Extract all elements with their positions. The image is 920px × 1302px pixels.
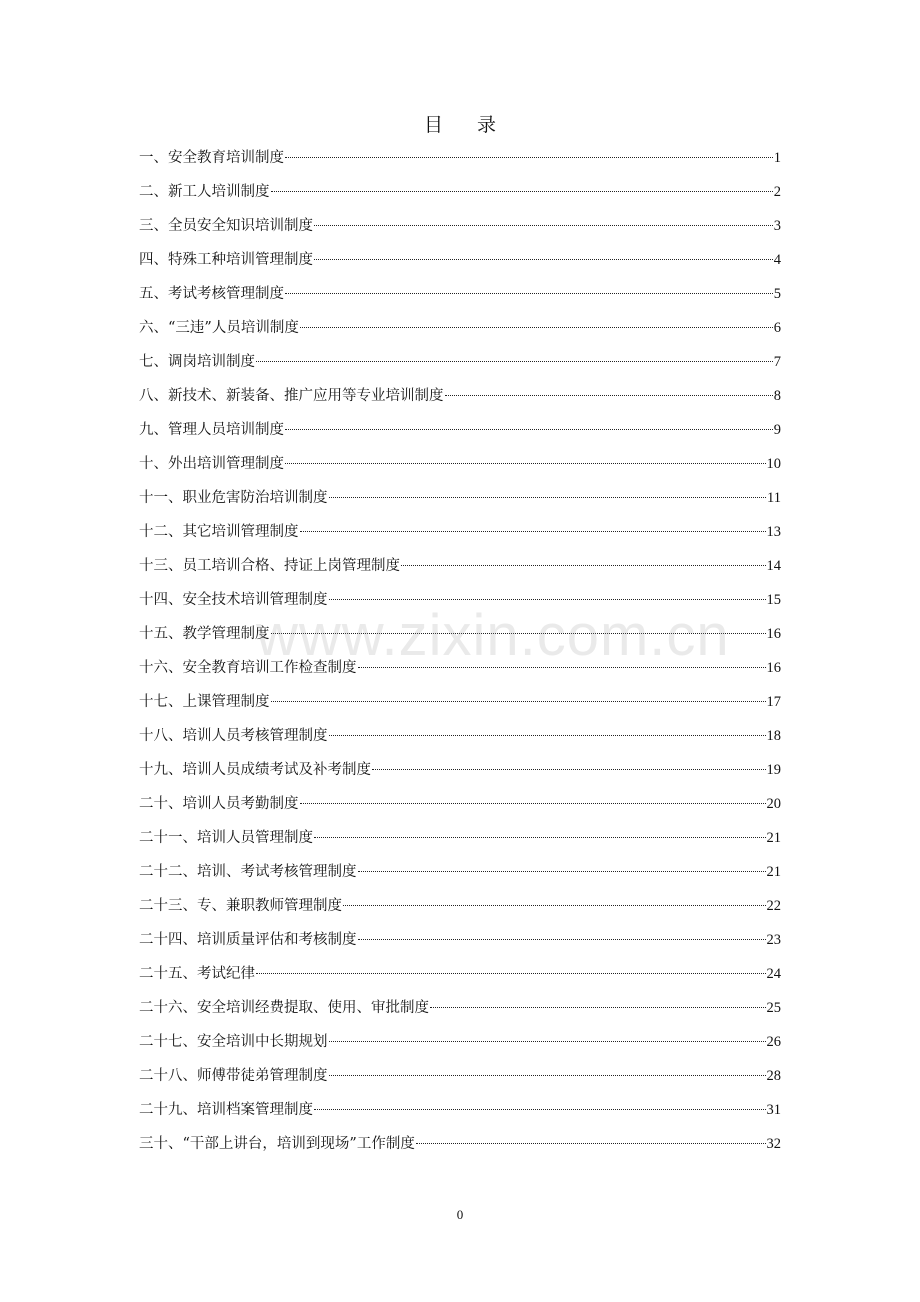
toc-dot-leader — [314, 837, 766, 838]
toc-entry-label: 二十六、安全培训经费提取、使用、审批制度 — [139, 1000, 429, 1016]
toc-entry-page: 13 — [766, 524, 781, 540]
toc-entry-label: 六、“三违”人员培训制度 — [139, 320, 299, 336]
toc-dot-leader — [314, 1109, 766, 1110]
toc-entry-page: 16 — [766, 626, 781, 642]
toc-entry[interactable] — [139, 552, 781, 586]
toc-entry-page: 17 — [766, 694, 781, 710]
toc-entry[interactable] — [139, 314, 781, 348]
toc-entry-page: 7 — [773, 354, 781, 370]
toc-entry-page: 21 — [766, 830, 781, 846]
toc-entry-page: 19 — [766, 762, 781, 778]
toc-entry[interactable] — [139, 348, 781, 382]
toc-entry-label: 二十三、专、兼职教师管理制度 — [139, 898, 342, 914]
watermark: www.zixin.com.cn — [256, 603, 730, 668]
toc-entry-page: 14 — [766, 558, 781, 574]
toc-entry-page: 31 — [766, 1102, 781, 1118]
toc-dot-leader — [300, 327, 773, 328]
toc-entry[interactable] — [139, 688, 781, 722]
toc-dot-leader — [343, 905, 766, 906]
toc-entry[interactable] — [139, 1096, 781, 1130]
toc-entry-label: 十七、上课管理制度 — [139, 694, 270, 710]
toc-entry[interactable] — [139, 960, 781, 994]
toc-entry-page: 10 — [766, 456, 781, 472]
toc-entry-page: 8 — [773, 388, 781, 404]
toc-entry[interactable] — [139, 280, 781, 314]
toc-entry-page: 16 — [766, 660, 781, 676]
toc-dot-leader — [358, 939, 766, 940]
toc-entry-page: 1 — [773, 150, 781, 166]
toc-entry[interactable] — [139, 178, 781, 212]
toc-dot-leader — [329, 1075, 766, 1076]
toc-entry-page: 28 — [766, 1068, 781, 1084]
toc-entry-label: 二十八、师傅带徒弟管理制度 — [139, 1068, 328, 1084]
toc-entry[interactable] — [139, 790, 781, 824]
toc-dot-leader — [271, 191, 773, 192]
toc-entry-label: 十一、职业危害防治培训制度 — [139, 490, 328, 506]
toc-dot-leader — [271, 633, 766, 634]
toc-dot-leader — [445, 395, 773, 396]
toc-entry-label: 二十一、培训人员管理制度 — [139, 830, 313, 846]
toc-entry-page: 32 — [766, 1136, 781, 1152]
toc-entry[interactable] — [139, 620, 781, 654]
toc-entry-page: 3 — [773, 218, 781, 234]
toc-entry-label: 二十二、培训、考试考核管理制度 — [139, 864, 357, 880]
toc-entry-label: 二十四、培训质量评估和考核制度 — [139, 932, 357, 948]
toc-entry-page: 2 — [773, 184, 781, 200]
toc-dot-leader — [358, 871, 766, 872]
toc-dot-leader — [285, 157, 773, 158]
toc-entry[interactable] — [139, 518, 781, 552]
toc-entry-page: 18 — [766, 728, 781, 744]
toc-entry[interactable] — [139, 212, 781, 246]
toc-entry[interactable] — [139, 1028, 781, 1062]
toc-entry-label: 三十、“干部上讲台，培训到现场”工作制度 — [139, 1136, 415, 1152]
toc-entry-page: 23 — [766, 932, 781, 948]
toc-entry[interactable] — [139, 382, 781, 416]
toc-dot-leader — [285, 429, 773, 430]
toc-dot-leader — [329, 735, 766, 736]
toc-entry[interactable] — [139, 586, 781, 620]
toc-entry-label: 九、管理人员培训制度 — [139, 422, 284, 438]
toc-entry[interactable] — [139, 892, 781, 926]
toc-entry[interactable] — [139, 1062, 781, 1096]
toc-entry-label: 十五、教学管理制度 — [139, 626, 270, 642]
toc-entry-label: 一、安全教育培训制度 — [139, 150, 284, 166]
toc-entry-page: 20 — [766, 796, 781, 812]
toc-entry[interactable] — [139, 926, 781, 960]
toc-dot-leader — [372, 769, 766, 770]
toc-entry-label: 十九、培训人员成绩考试及补考制度 — [139, 762, 371, 778]
toc-entry-label: 三、全员安全知识培训制度 — [139, 218, 313, 234]
toc-entry-page: 11 — [767, 490, 781, 506]
toc-entry-page: 4 — [773, 252, 781, 268]
toc-dot-leader — [300, 531, 766, 532]
toc-entry[interactable] — [139, 824, 781, 858]
toc-entry[interactable] — [139, 654, 781, 688]
toc-entry-label: 十八、培训人员考核管理制度 — [139, 728, 328, 744]
toc-dot-leader — [285, 463, 766, 464]
toc-dot-leader — [271, 701, 766, 702]
toc-entry-label: 四、特殊工种培训管理制度 — [139, 252, 313, 268]
toc-dot-leader — [401, 565, 766, 566]
toc-entry-label: 二十九、培训档案管理制度 — [139, 1102, 313, 1118]
toc-dot-leader — [300, 803, 766, 804]
toc-dot-leader — [314, 225, 773, 226]
toc-dot-leader — [285, 293, 773, 294]
toc-dot-leader — [256, 361, 773, 362]
toc-entry-label: 二十七、安全培训中长期规划 — [139, 1034, 328, 1050]
toc-entry-page: 5 — [773, 286, 781, 302]
toc-dot-leader — [358, 667, 766, 668]
toc-entry-label: 十三、员工培训合格、持证上岗管理制度 — [139, 558, 400, 574]
toc-entry[interactable] — [139, 994, 781, 1028]
toc-entry[interactable] — [139, 1130, 781, 1164]
toc-dot-leader — [430, 1007, 766, 1008]
toc-entry-label: 十六、安全教育培训工作检查制度 — [139, 660, 357, 676]
toc-entry-label: 十、外出培训管理制度 — [139, 456, 284, 472]
table-of-contents — [139, 144, 781, 1164]
toc-entry-page: 25 — [766, 1000, 781, 1016]
toc-dot-leader — [416, 1143, 766, 1144]
toc-entry-page: 26 — [766, 1034, 781, 1050]
toc-entry[interactable] — [139, 416, 781, 450]
toc-dot-leader — [256, 973, 766, 974]
page-number: 0 — [456, 1207, 464, 1222]
toc-entry-page: 15 — [766, 592, 781, 608]
toc-entry[interactable] — [139, 858, 781, 892]
toc-entry-label: 二、新工人培训制度 — [139, 184, 270, 200]
toc-entry[interactable] — [139, 484, 781, 518]
toc-title: 目 录 — [423, 114, 511, 136]
toc-entry[interactable] — [139, 756, 781, 790]
toc-entry-page: 9 — [773, 422, 781, 438]
toc-entry-page: 6 — [773, 320, 781, 336]
toc-entry-page: 21 — [766, 864, 781, 880]
toc-entry[interactable] — [139, 144, 781, 178]
toc-dot-leader — [329, 497, 767, 498]
toc-entry-label: 二十五、考试纪律 — [139, 966, 255, 982]
toc-entry[interactable] — [139, 722, 781, 756]
toc-entry-label: 十二、其它培训管理制度 — [139, 524, 299, 540]
toc-entry-page: 24 — [766, 966, 781, 982]
toc-dot-leader — [314, 259, 773, 260]
toc-entry[interactable] — [139, 450, 781, 484]
toc-entry[interactable] — [139, 246, 781, 280]
toc-dot-leader — [329, 599, 766, 600]
toc-entry-label: 十四、安全技术培训管理制度 — [139, 592, 328, 608]
toc-entry-page: 22 — [766, 898, 781, 914]
toc-entry-label: 八、新技术、新装备、推广应用等专业培训制度 — [139, 388, 444, 404]
toc-entry-label: 二十、培训人员考勤制度 — [139, 796, 299, 812]
toc-entry-label: 七、调岗培训制度 — [139, 354, 255, 370]
toc-dot-leader — [329, 1041, 766, 1042]
toc-entry-label: 五、考试考核管理制度 — [139, 286, 284, 302]
